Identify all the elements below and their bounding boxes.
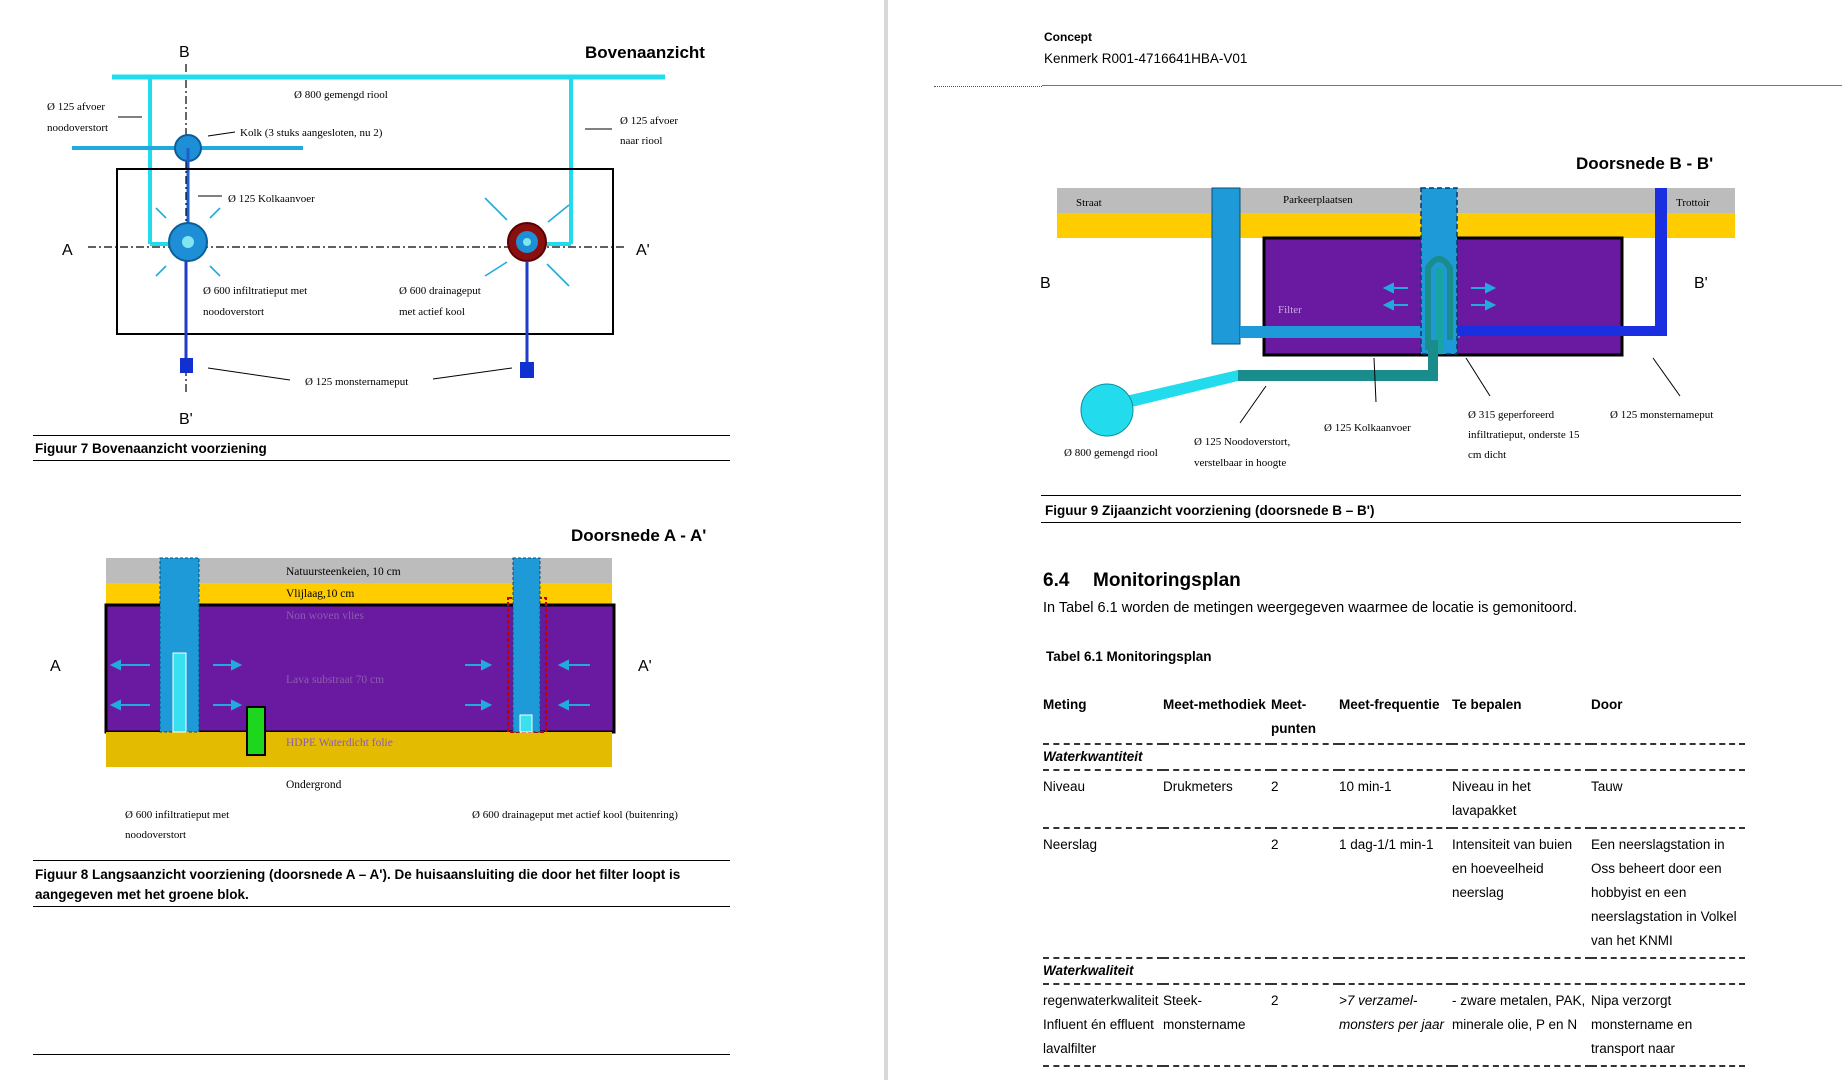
fig9-nood-1: Ø 125 Noodoverstort, xyxy=(1194,436,1291,448)
fig9-riool-label: Ø 800 gemengd riool xyxy=(1064,447,1158,459)
fig7-kolkaanvoer: Ø 125 Kolkaanvoer xyxy=(228,193,315,205)
section-intro: In Tabel 6.1 worden de metingen weergegeven waarmee de locatie is gemonitoord. xyxy=(1043,600,1578,616)
group-label: Waterkwaliteit xyxy=(1043,958,1745,984)
fig7-afvoer-riool-2: naar riool xyxy=(620,135,663,147)
table-cell: >7 verzamel-monsters per jaar xyxy=(1339,984,1452,1066)
table-row xyxy=(1043,828,1745,958)
fig9-parkeer: Parkeerplaatsen xyxy=(1283,194,1353,206)
fig9-nood-2: verstelbaar in hoogte xyxy=(1194,457,1287,469)
table-cell: 2 xyxy=(1271,984,1339,1066)
fig7-riool-label: Ø 800 gemengd riool xyxy=(294,89,388,101)
fig7-caption: Figuur 7 Bovenaanzicht voorziening xyxy=(35,441,267,456)
monsterput-right xyxy=(520,362,534,378)
table-header-row xyxy=(1043,693,1745,744)
table-cell: Steek-monstername xyxy=(1163,984,1271,1066)
group-waterkwantiteit xyxy=(1043,744,1745,770)
fig9-geperf-1: Ø 315 geperforeerd xyxy=(1468,409,1555,421)
fig8-title: Doorsnede A - A' xyxy=(571,526,707,545)
table-cell: Neerslag xyxy=(1043,828,1163,958)
left-page xyxy=(0,0,884,1080)
green-house-connection xyxy=(247,707,265,755)
fig8-caption-line2: aangegeven met het groene blok. xyxy=(35,887,249,902)
fig7-title: Bovenaanzicht xyxy=(585,43,705,62)
table-cell: 2 xyxy=(1271,770,1339,828)
table-cell: Tauw xyxy=(1591,770,1745,828)
fig8-label-a: A xyxy=(50,658,61,675)
col-frequentie: Meet-frequentie xyxy=(1339,693,1452,744)
fig7-afvoer-nood-1: Ø 125 afvoer xyxy=(47,101,106,113)
fig7-drainage-1: Ø 600 drainageput xyxy=(399,285,481,297)
fig9-geperf-2: infiltratieput, onderste 15 xyxy=(1468,429,1580,441)
group-label: Waterkwantiteit xyxy=(1043,744,1745,770)
table-cell: 2 xyxy=(1271,828,1339,958)
section-title: Monitoringsplan xyxy=(1093,570,1241,591)
fig9-geperf-3: cm dicht xyxy=(1468,449,1507,461)
fig7-label-b-bottom: B' xyxy=(179,411,193,428)
monitoring-table xyxy=(1043,693,1745,1067)
col-door: Door xyxy=(1591,693,1745,744)
fig8-layer-vlij: Vlijlaag,10 cm xyxy=(286,588,355,600)
group-waterkwaliteit xyxy=(1043,958,1745,984)
table-title: Tabel 6.1 Monitoringsplan xyxy=(1046,649,1212,664)
fig8-layer-hdpe: HDPE Waterdicht folie xyxy=(286,737,393,749)
col-meting: Meting xyxy=(1043,693,1163,744)
fig9-riool-symbol xyxy=(1081,384,1133,436)
header-kenmerk: Kenmerk R001-4716641HBA-V01 xyxy=(1044,51,1248,66)
fig9-kolk: Ø 125 Kolkaanvoer xyxy=(1324,422,1411,434)
fig8-infiltratie-2: noodoverstort xyxy=(125,829,187,841)
table-cell: 10 min-1 xyxy=(1339,770,1452,828)
figure-8-cross-section-a xyxy=(0,515,884,825)
col-methodiek: Meet-methodiek xyxy=(1163,693,1271,744)
fig7-drainage-2: met actief kool xyxy=(399,306,465,318)
fig8-layer-onder: Ondergrond xyxy=(286,779,342,791)
fig9-label-b: B xyxy=(1040,275,1051,292)
table-cell: Niveau xyxy=(1043,770,1163,828)
fig8-infiltratie-1: Ø 600 infiltratieput met xyxy=(125,809,230,821)
fig7-label-b-top: B xyxy=(179,44,190,61)
fig8-label-a-prime: A' xyxy=(638,658,652,675)
table-row xyxy=(1043,984,1745,1066)
table-cell: regenwaterkwaliteit Influent én effluent lavalfilter xyxy=(1043,984,1163,1066)
table-cell: - zware metalen, PAK, minerale olie, P en N xyxy=(1452,984,1591,1066)
fig9-road-grey xyxy=(1057,188,1735,213)
fig8-layer-nonwoven: Non woven vlies xyxy=(286,610,364,622)
header-concept: Concept xyxy=(1044,30,1092,44)
figure-7-plan-view xyxy=(0,0,884,440)
fig9-trottoir: Trottoir xyxy=(1676,197,1710,209)
fig9-label-b-prime: B' xyxy=(1694,275,1708,292)
fig7-label-a-prime: A' xyxy=(636,242,650,259)
fig7-afvoer-riool-1: Ø 125 afvoer xyxy=(620,115,679,127)
fig9-filter-label: Filter xyxy=(1278,304,1302,316)
col-bepalen: Te bepalen xyxy=(1452,693,1591,744)
table-cell xyxy=(1163,828,1271,958)
right-page xyxy=(888,0,1842,1080)
fig9-caption: Figuur 9 Zijaanzicht voorziening (doorsnede B – B') xyxy=(1045,503,1375,518)
fig8-drainage: Ø 600 drainageput met actief kool (buitenring) xyxy=(472,809,678,821)
fig7-afvoer-nood-2: noodoverstort xyxy=(47,122,109,134)
fig8-layer-stones: Natuursteenkeien, 10 cm xyxy=(286,566,401,578)
fig8-caption-line1: Figuur 8 Langsaanzicht voorziening (doorsnede A – A'). De huisaansluiting die door het filter loopt is xyxy=(35,867,681,882)
table-cell: Intensiteit van buien en hoeveelheid neerslag xyxy=(1452,828,1591,958)
fig7-infiltratie-2: noodoverstort xyxy=(203,306,265,318)
fig9-road-yellow xyxy=(1057,213,1735,238)
table-cell: Een neerslagstation in Oss beheert door een hobbyist en een neerslagstation in Volkel van het KNMI xyxy=(1591,828,1745,958)
fig9-title: Doorsnede B - B' xyxy=(1576,154,1714,173)
fig7-kolk-label: Kolk (3 stuks aangesloten, nu 2) xyxy=(240,127,383,139)
figure-9-cross-section-b xyxy=(888,140,1842,540)
table-cell: Nipa verzorgt monstername en transport naar xyxy=(1591,984,1745,1066)
fig7-infiltratie-1: Ø 600 infiltratieput met xyxy=(203,285,308,297)
fig8-layer-lava: Lava substraat 70 cm xyxy=(286,674,385,686)
fig7-label-a: A xyxy=(62,242,73,259)
table-row xyxy=(1043,770,1745,828)
table-cell: Drukmeters xyxy=(1163,770,1271,828)
table-cell: 1 dag-1/1 min-1 xyxy=(1339,828,1452,958)
table-cell: Niveau in het lavapakket xyxy=(1452,770,1591,828)
fig9-straat: Straat xyxy=(1076,197,1102,209)
fig9-monster: Ø 125 monsternameput xyxy=(1610,409,1714,421)
monsterput-left xyxy=(180,358,193,373)
col-meetpunten: Meet-punten xyxy=(1271,693,1339,744)
fig7-monster-label: Ø 125 monsternameput xyxy=(305,376,409,388)
section-number: 6.4 xyxy=(1043,570,1070,591)
